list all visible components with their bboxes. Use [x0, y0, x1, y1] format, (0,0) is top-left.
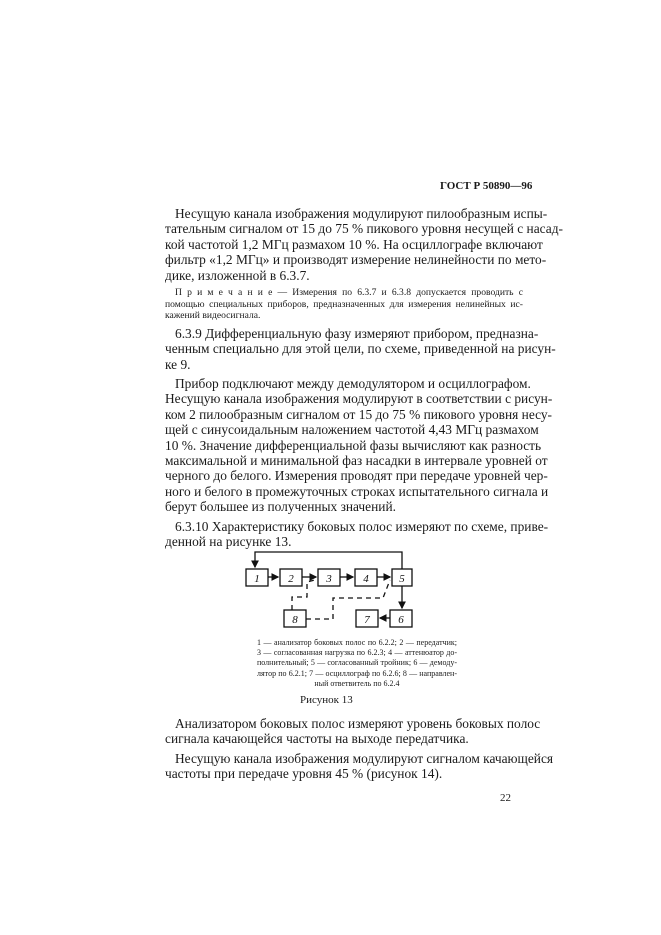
text-line: Несущую канала изображения модулируют в соответствии с рисун-	[165, 391, 553, 407]
box-label: 5	[399, 573, 405, 585]
box-label: 7	[364, 614, 370, 626]
paragraph-analyzer	[165, 716, 541, 747]
text-line: 6.3.9 Дифференциальную фазу измеряют прибором, предназна-	[175, 326, 539, 341]
text-line: берут большее из полученных значений.	[165, 499, 396, 515]
text-line: черного до белого. Измерения проводят при передаче уровней чер-	[165, 468, 548, 484]
box-label: 4	[363, 573, 369, 585]
text-line: ком 2 пилообразным сигналом от 15 до 75 % пикового уровня несу-	[165, 406, 553, 422]
text-line: дике, изложенной в 6.3.7.	[165, 267, 310, 283]
paragraph-carrier	[165, 751, 554, 782]
legend-line: 3 — согласованная нагрузка по 6.2.3; 4 — аттенюатор до-	[257, 648, 457, 658]
text-line: Анализатором боковых полос измеряют уровень боковых полос	[175, 716, 541, 731]
figure-caption: Рисунок 13	[300, 694, 353, 706]
document-header: ГОСТ Р 50890—96	[440, 180, 533, 192]
text-line: фильтр «1,2 МГц» и производят измерение нелинейности по мето-	[165, 252, 547, 268]
page-number: 22	[500, 792, 511, 804]
figure-legend	[257, 638, 457, 689]
box-label: 1	[254, 573, 260, 585]
text-line: кой частотой 1,2 МГц размахом 10 %. На осциллографе включают	[165, 236, 543, 252]
text-line: Несущую канала изображения модулируют сигналом качающейся	[175, 751, 554, 766]
text-line: кажений видеосигнала.	[165, 310, 261, 322]
text-line: Несущую канала изображения модулируют пилообразным испы-	[175, 206, 548, 221]
legend-line: 1 — анализатор боковых полос по 6.2.2; 2 — передатчик;	[257, 638, 457, 647]
legend-line: лятор по 6.2.1; 7 — осциллограф по 6.2.6; 8 — направлен-	[257, 668, 457, 678]
box-label: 8	[292, 614, 298, 626]
text-line: П р и м е ч а н и е — Измерения по 6.3.7 и 6.3.8 допускается проводить с	[175, 287, 523, 298]
text-line: помощью специальных приборов, предназначенных для измерения нелинейных ис-	[165, 298, 523, 310]
text-line: частоты при передаче уровня 45 % (рисунок 14).	[165, 766, 443, 782]
box-label: 2	[288, 573, 294, 585]
text-line: щей с синусоидальным наложением частотой 4,43 МГц размахом	[165, 422, 539, 438]
text-line: 10 %. Значение дифференциальной фазы вычисляют как разность	[165, 437, 542, 453]
legend-line: полнительный; 5 — согласованный тройник; 6 — демоду-	[257, 658, 457, 668]
text-line: Прибор подключают между демодулятором и осциллографом.	[175, 376, 531, 391]
text-line: сигнала качающейся частоты на выходе передатчика.	[165, 731, 469, 747]
box-label: 6	[398, 614, 404, 626]
box-label: 3	[326, 573, 332, 585]
legend-line: ный ответвитель по 6.2.4	[314, 678, 400, 688]
text-line: тательным сигналом от 15 до 75 % пикового уровня несущей с насад-	[165, 221, 563, 237]
text-line: ного и белого в промежуточных строках испытательного сигнала и	[165, 483, 549, 499]
text-line: ке 9.	[165, 356, 191, 372]
text-line: денной на рисунке 13.	[165, 534, 292, 550]
text-line: ченным специально для этой цели, по схеме, приведенной на рисун-	[165, 341, 556, 357]
text-line: 6.3.10 Характеристику боковых полос измеряют по схеме, приве-	[175, 519, 549, 534]
text-line: максимальной и минимальной фаз насадки в интервале уровней от	[165, 452, 548, 468]
